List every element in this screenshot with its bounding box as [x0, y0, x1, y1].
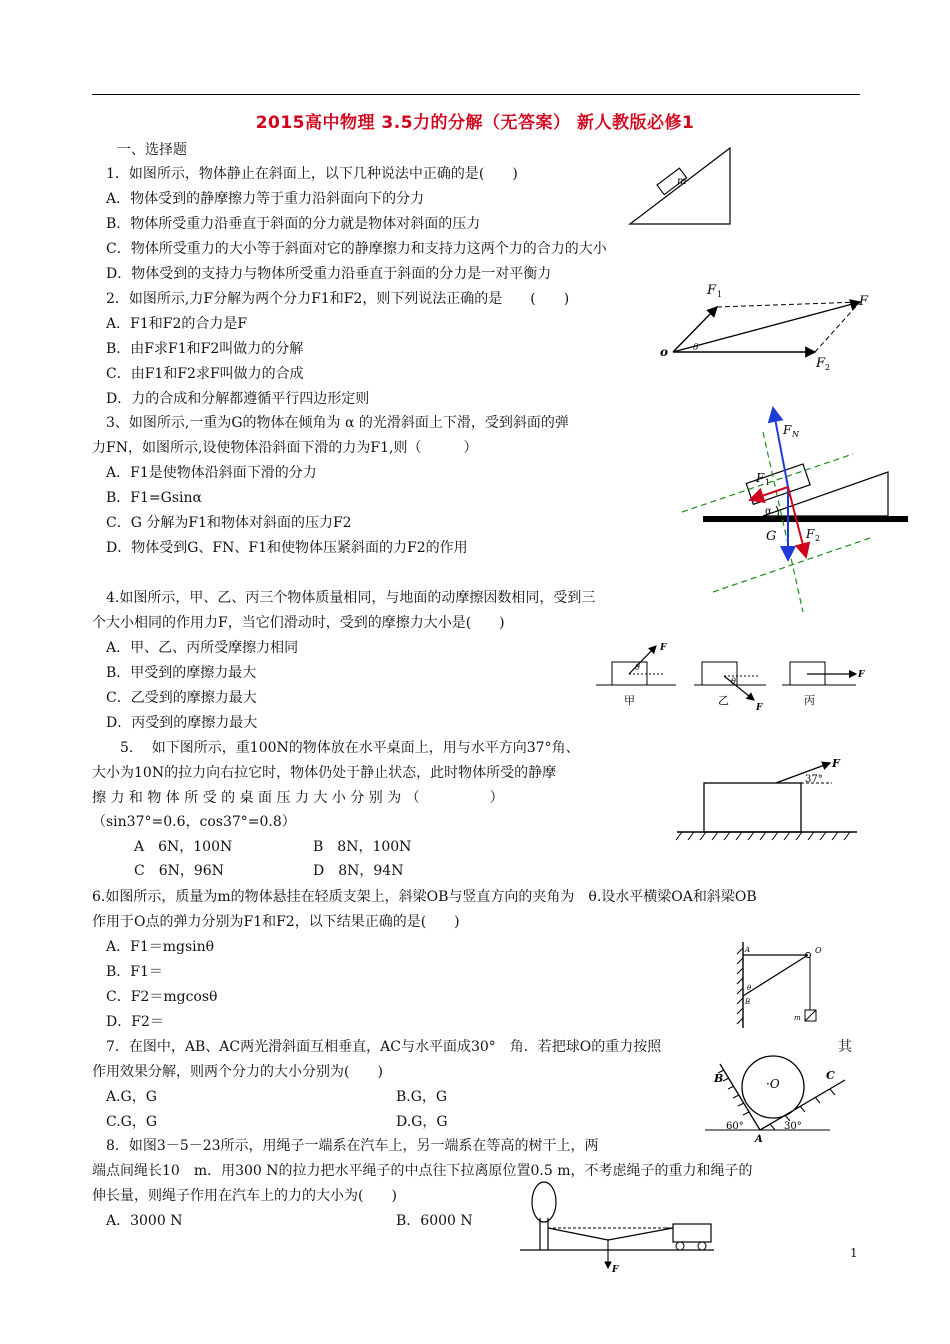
q2-f1-label: F — [707, 283, 717, 298]
q2-origin-label: o — [660, 345, 669, 359]
q4-yi-force: F — [756, 703, 763, 713]
q7-option-d: D.G，G — [396, 1114, 448, 1130]
q5-option-d: D 8N，94N — [313, 863, 404, 879]
q7-option-c: C.G，G — [106, 1114, 158, 1130]
q3-option-a: A．F1是使物体沿斜面下滑的分力 — [106, 465, 317, 481]
q2-option-a: A．F1和F2的合力是F — [106, 316, 248, 332]
q4-yi-theta: θ — [731, 677, 736, 686]
q4-block-yi — [694, 662, 766, 713]
q6-o-label: O — [815, 946, 822, 955]
q3-f2-sub: 2 — [815, 534, 821, 543]
q3-g-label: G — [766, 529, 777, 544]
q2-f2-label: F — [816, 356, 826, 371]
q1-option-d: D．物体受到的支持力与物体所受重力沿垂直于斜面的分力是一对平衡力 — [106, 266, 552, 282]
q6-option-d: D．F2＝ — [106, 1014, 164, 1030]
q4-bing-force: F — [858, 670, 865, 680]
q1-option-a: A．物体受到的静摩擦力等于重力沿斜面向下的分力 — [106, 191, 425, 207]
q5-stem-3: 擦 力 和 物 体 所 受 的 桌 面 压 力 大 小 分 别 为 （ ） — [92, 790, 504, 806]
q6-bracket-figure — [728, 938, 828, 1030]
q1-option-c: C．物体所受重力的大小等于斜面对它的静摩擦力和支持力这两个力的合力的大小 — [106, 241, 607, 257]
q3-f2-label: F — [806, 527, 815, 541]
q8-stem-1: 8．如图3－5－23所示，用绳子一端系在汽车上，另一端系在等高的树干上，两 — [106, 1138, 599, 1154]
q4-option-b: B．甲受到的摩擦力最大 — [106, 665, 257, 681]
q4-block-bing — [782, 662, 865, 707]
q4-block-jia — [596, 643, 676, 707]
q6-stem-1: 6.如图所示，质量为m的物体悬挂在轻质支架上，斜梁OB与竖直方向的夹角为 θ.设水平横梁OA和斜梁OB — [92, 889, 757, 905]
q7-o-label: ·O — [766, 1077, 780, 1091]
q3-fn-sub: N — [792, 430, 799, 439]
q4-jia-force: F — [660, 643, 667, 653]
q8-stem-2: 端点间绳长10 m．用300 N的拉力把水平绳子的中点往下拉离原位置0.5 m，不考虑绳子的重力和绳子的 — [92, 1163, 753, 1179]
q6-stem-2: 作用于O点的弹力分别为F1和F2，以下结果正确的是( ) — [92, 914, 460, 930]
q2-stem: 2．如图所示,力F分解为两个分力F1和F2，则下列说法正确的是 ( ) — [106, 291, 570, 307]
q8-option-b: B．6000 N — [396, 1213, 473, 1229]
q5-stem-2: 大小为10N的拉力向右拉它时，物体仍处于静止状态，此时物体所受的静摩 — [92, 765, 557, 781]
q8-rope-figure — [518, 1178, 718, 1274]
q5-option-b: B 8N，100N — [313, 839, 412, 855]
q4-option-c: C．乙受到的摩擦力最大 — [106, 690, 257, 706]
page-number: 1 — [850, 1246, 858, 1260]
q5-option-c: C 6N，96N — [134, 863, 224, 879]
q1-stem: 1．如图所示，物体静止在斜面上，以下几种说法中正确的是( ) — [106, 166, 518, 182]
q2-option-c: C．由F1和F2求F叫做力的合成 — [106, 366, 304, 382]
q4-jia-label: 甲 — [624, 694, 635, 707]
q4-yi-label: 乙 — [718, 694, 729, 707]
q5-option-a: A 6N，100N — [134, 839, 233, 855]
q5-block-figure — [672, 755, 862, 847]
header-rule — [92, 94, 860, 95]
q1-mass-label: m — [677, 176, 687, 187]
q8-option-a: A．3000 N — [106, 1213, 183, 1229]
q7-option-a: A.G，G — [106, 1089, 157, 1105]
q7-stem-1-end: 其 — [838, 1039, 852, 1055]
q7-a-label: A — [755, 1134, 763, 1144]
q7-option-b: B.G，G — [396, 1089, 448, 1105]
q2-f1-sub: 1 — [717, 290, 723, 299]
q7-stem-2: 作用效果分解，则两个分力的大小分别为( ) — [92, 1064, 383, 1080]
q7-b-label: B — [714, 1072, 724, 1085]
q6-option-b: B．F1＝ — [106, 964, 163, 980]
q7-angle30-label: 30° — [784, 1121, 802, 1132]
q5-force-label: F — [832, 757, 840, 770]
q2-option-d: D．力的合成和分解都遵循平行四边形定则 — [106, 391, 370, 407]
q3-alpha-label: α — [765, 506, 772, 517]
q3-f1-label: F — [756, 471, 765, 485]
q6-a-label: A — [745, 946, 751, 954]
q3-f1-sub: 1 — [765, 478, 771, 487]
q3-stem-2: 力FN，如图所示,设使物体沿斜面下滑的力为F1,则（ ） — [92, 440, 478, 456]
q4-bing-label: 丙 — [804, 694, 815, 707]
q6-theta-label: θ — [747, 984, 752, 992]
q2-option-b: B．由F求F1和F2叫做力的分解 — [106, 341, 304, 357]
page-title: 2015高中物理 3.5力的分解（无答案） 新人教版必修1 — [255, 113, 695, 133]
q6-b-label: B — [745, 998, 751, 1006]
q3-option-b: B．F1=Gsinα — [106, 490, 202, 506]
q7-angle60-label: 60° — [726, 1121, 744, 1132]
q3-stem-1: 3、如图所示,一重为G的物体在倾角为 α 的光滑斜面上下滑，受到斜面的弹 — [106, 415, 569, 431]
q2-parallelogram-figure — [655, 280, 880, 375]
q3-option-c: C．G 分解为F1和物体对斜面的压力F2 — [106, 515, 352, 531]
q1-incline-figure — [625, 144, 735, 228]
q3-incline-figure — [678, 402, 913, 617]
section-heading: 一、选择题 — [117, 142, 187, 158]
q7-c-label: C — [826, 1069, 835, 1082]
q6-option-a: A．F1＝mgsinθ — [106, 939, 215, 955]
q5-stem-1: 5. 如下图所示，重100N的物体放在水平桌面上，用与水平方向37°角、 — [120, 740, 580, 756]
q3-fn-label: F — [783, 423, 792, 437]
q3-option-d: D．物体受到G、FN、F1和使物体压紧斜面的力F2的作用 — [106, 540, 468, 556]
q4-stem-1: 4.如图所示，甲、乙、丙三个物体质量相同，与地面的动摩擦因数相同，受到三 — [106, 590, 596, 606]
q4-stem-2: 个大小相同的作用力F，当它们滑动时，受到的摩擦力大小是( ) — [92, 615, 505, 631]
q6-option-c: C．F2＝mgcosθ — [106, 989, 218, 1005]
q1-option-b: B．物体所受重力沿垂直于斜面的分力就是物体对斜面的压力 — [106, 216, 481, 232]
q5-angle-label: 37° — [805, 774, 823, 785]
q8-force-label: F — [612, 1265, 619, 1274]
q7-ball-figure — [700, 1054, 860, 1144]
q8-stem-3: 伸长量，则绳子作用在汽车上的力的大小为( ) — [92, 1188, 397, 1204]
q4-jia-theta: θ — [635, 663, 640, 672]
q7-stem-1: 7．在图中，AB、AC两光滑斜面互相垂直，AC与水平面成30° 角．若把球O的重力按照 — [106, 1039, 662, 1055]
q4-three-blocks-figure — [594, 638, 869, 713]
q4-option-a: A．甲、乙、丙所受摩擦力相同 — [106, 640, 299, 656]
q2-f2-sub: 2 — [825, 363, 831, 372]
q6-m-label: m — [794, 1014, 801, 1022]
q2-theta-label: θ — [693, 343, 699, 353]
q2-f-label: F — [859, 294, 869, 309]
q5-stem-4: （sin37°=0.6，cos37°=0.8） — [92, 814, 296, 830]
q4-option-d: D．丙受到的摩擦力最大 — [106, 715, 258, 731]
